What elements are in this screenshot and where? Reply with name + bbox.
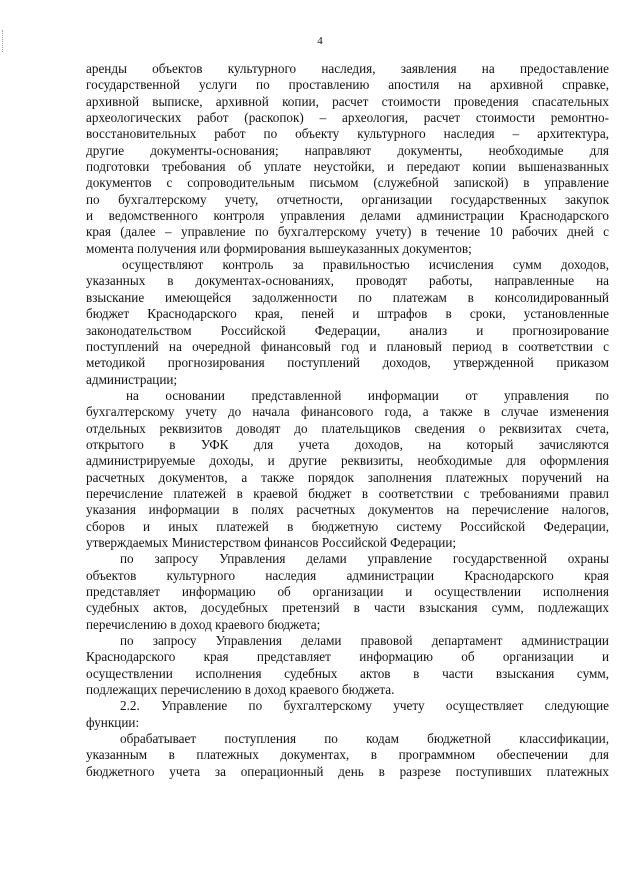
text-line: представляет информацию об организации и осуществлении исполнения xyxy=(86,584,609,599)
text-line: по запросу Управления делами правовой департамент администрации xyxy=(120,633,609,649)
text-line: методикой прогнозирования поступлений доходов, утвержденной приказом xyxy=(86,355,609,371)
text-line: функции: xyxy=(86,714,140,730)
text-line: взыскание имеющейся задолженности по платежам в консолидированный xyxy=(86,289,609,305)
text-line: перечислению в доход краевого бюджета; xyxy=(86,616,321,632)
text-line: законодательством Российской Федерации, анализ и прогнозирование xyxy=(86,322,609,338)
text-line: края (далее – управление по бухгалтерскому учету) в течение 10 рабочих дней с xyxy=(86,224,609,240)
text-line: поступлений на очередной финансовый год и плановый период в соответствии с xyxy=(86,338,609,354)
text-line: расчетных документов, а также порядок заполнения платежных поручений на xyxy=(86,469,609,485)
text-line: подлежащих перечислению в доход краевого бюджета. xyxy=(86,682,395,698)
page-number: 4 xyxy=(317,35,323,47)
text-line: указания информации в полях расчетных документов на перечисление налогов, xyxy=(86,502,609,518)
text-line: архивной выписке, архивной копии, расчет стоимости проведения спасательных xyxy=(86,93,609,109)
text-line: утверждаемых Министерством финансов Российской Федерации; xyxy=(86,534,457,550)
text-line: другие документы-основания; направляют документы, необходимые для xyxy=(86,142,609,158)
text-line: и ведомственного контроля управления делами администрации Краснодарского xyxy=(86,208,609,224)
text-line: аренды объектов культурного наследия, заявления на предоставление xyxy=(86,61,609,76)
text-line: по запросу Управления делами управление государственной охраны xyxy=(120,551,609,567)
text-line: Краснодарского края представляет информацию об организации и xyxy=(86,649,609,665)
text-line: восстановительных работ по объекту культурного наследия – архитектура, xyxy=(86,126,609,142)
text-line: объектов культурного наследия администрации Краснодарского края xyxy=(86,567,609,583)
text-line: открытого в УФК для учета доходов, на который зачисляются xyxy=(86,436,609,452)
text-line: подготовки требования об уплате неустойки, и передают копии вышеназванных xyxy=(86,159,609,175)
text-line: 2.2. Управление по бухгалтерскому учету осуществляет следующие xyxy=(120,698,609,714)
text-line: бюджетного учета за операционный день в разрезе поступивших платежных xyxy=(86,763,609,779)
text-line: бюджет Краснодарского края, пеней и штрафов в сроки, установленные xyxy=(86,306,609,322)
text-line: осуществляют контроль за правильностью исчисления сумм доходов, xyxy=(122,257,609,273)
text-line: по бухгалтерскому учету, отчетности, организации государственных закупок xyxy=(86,191,609,207)
text-line: государственной услуги по проставлению апостиля на архивной справке, xyxy=(86,77,609,93)
text-line: бухгалтерскому учету до начала финансового года, а также в случае изменения xyxy=(86,404,609,420)
text-line: археологических работ (раскопок) – археология, расчет стоимости ремонтно- xyxy=(86,110,609,126)
text-line: администрации; xyxy=(86,371,178,387)
text-line: указанным в платежных документах, в программном обеспечении для xyxy=(86,747,609,763)
text-line: на основании представленной информации от управления по xyxy=(126,387,609,403)
text-line: момента получения или формирования вышеуказанных документов; xyxy=(86,240,472,256)
text-line: указанных в документах-основаниях, проводят работы, направленные на xyxy=(86,273,609,289)
text-line: отдельных реквизитов доводят до плательщиков сведения о реквизитах счета, xyxy=(86,420,609,436)
text-line: перечисление платежей в краевой бюджет в соответствии с требованиями правил xyxy=(86,485,609,501)
text-line: документов с сопроводительным письмом (служебной запиской) в управление xyxy=(86,175,609,191)
text-line: обрабатывает поступления по кодам бюджетной классификации, xyxy=(120,731,609,747)
document-body xyxy=(86,61,609,780)
text-line: судебных актов, досудебных претензий в части взыскания сумм, подлежащих xyxy=(86,600,609,616)
text-line: сборов и иных платежей в бюджетную систему Российской Федерации, xyxy=(86,518,609,534)
text-line: администрируемые доходы, и другие реквизиты, необходимые для оформления xyxy=(86,453,609,469)
text-line: осуществлении исполнения судебных актов в части взыскания сумм, xyxy=(86,665,609,681)
